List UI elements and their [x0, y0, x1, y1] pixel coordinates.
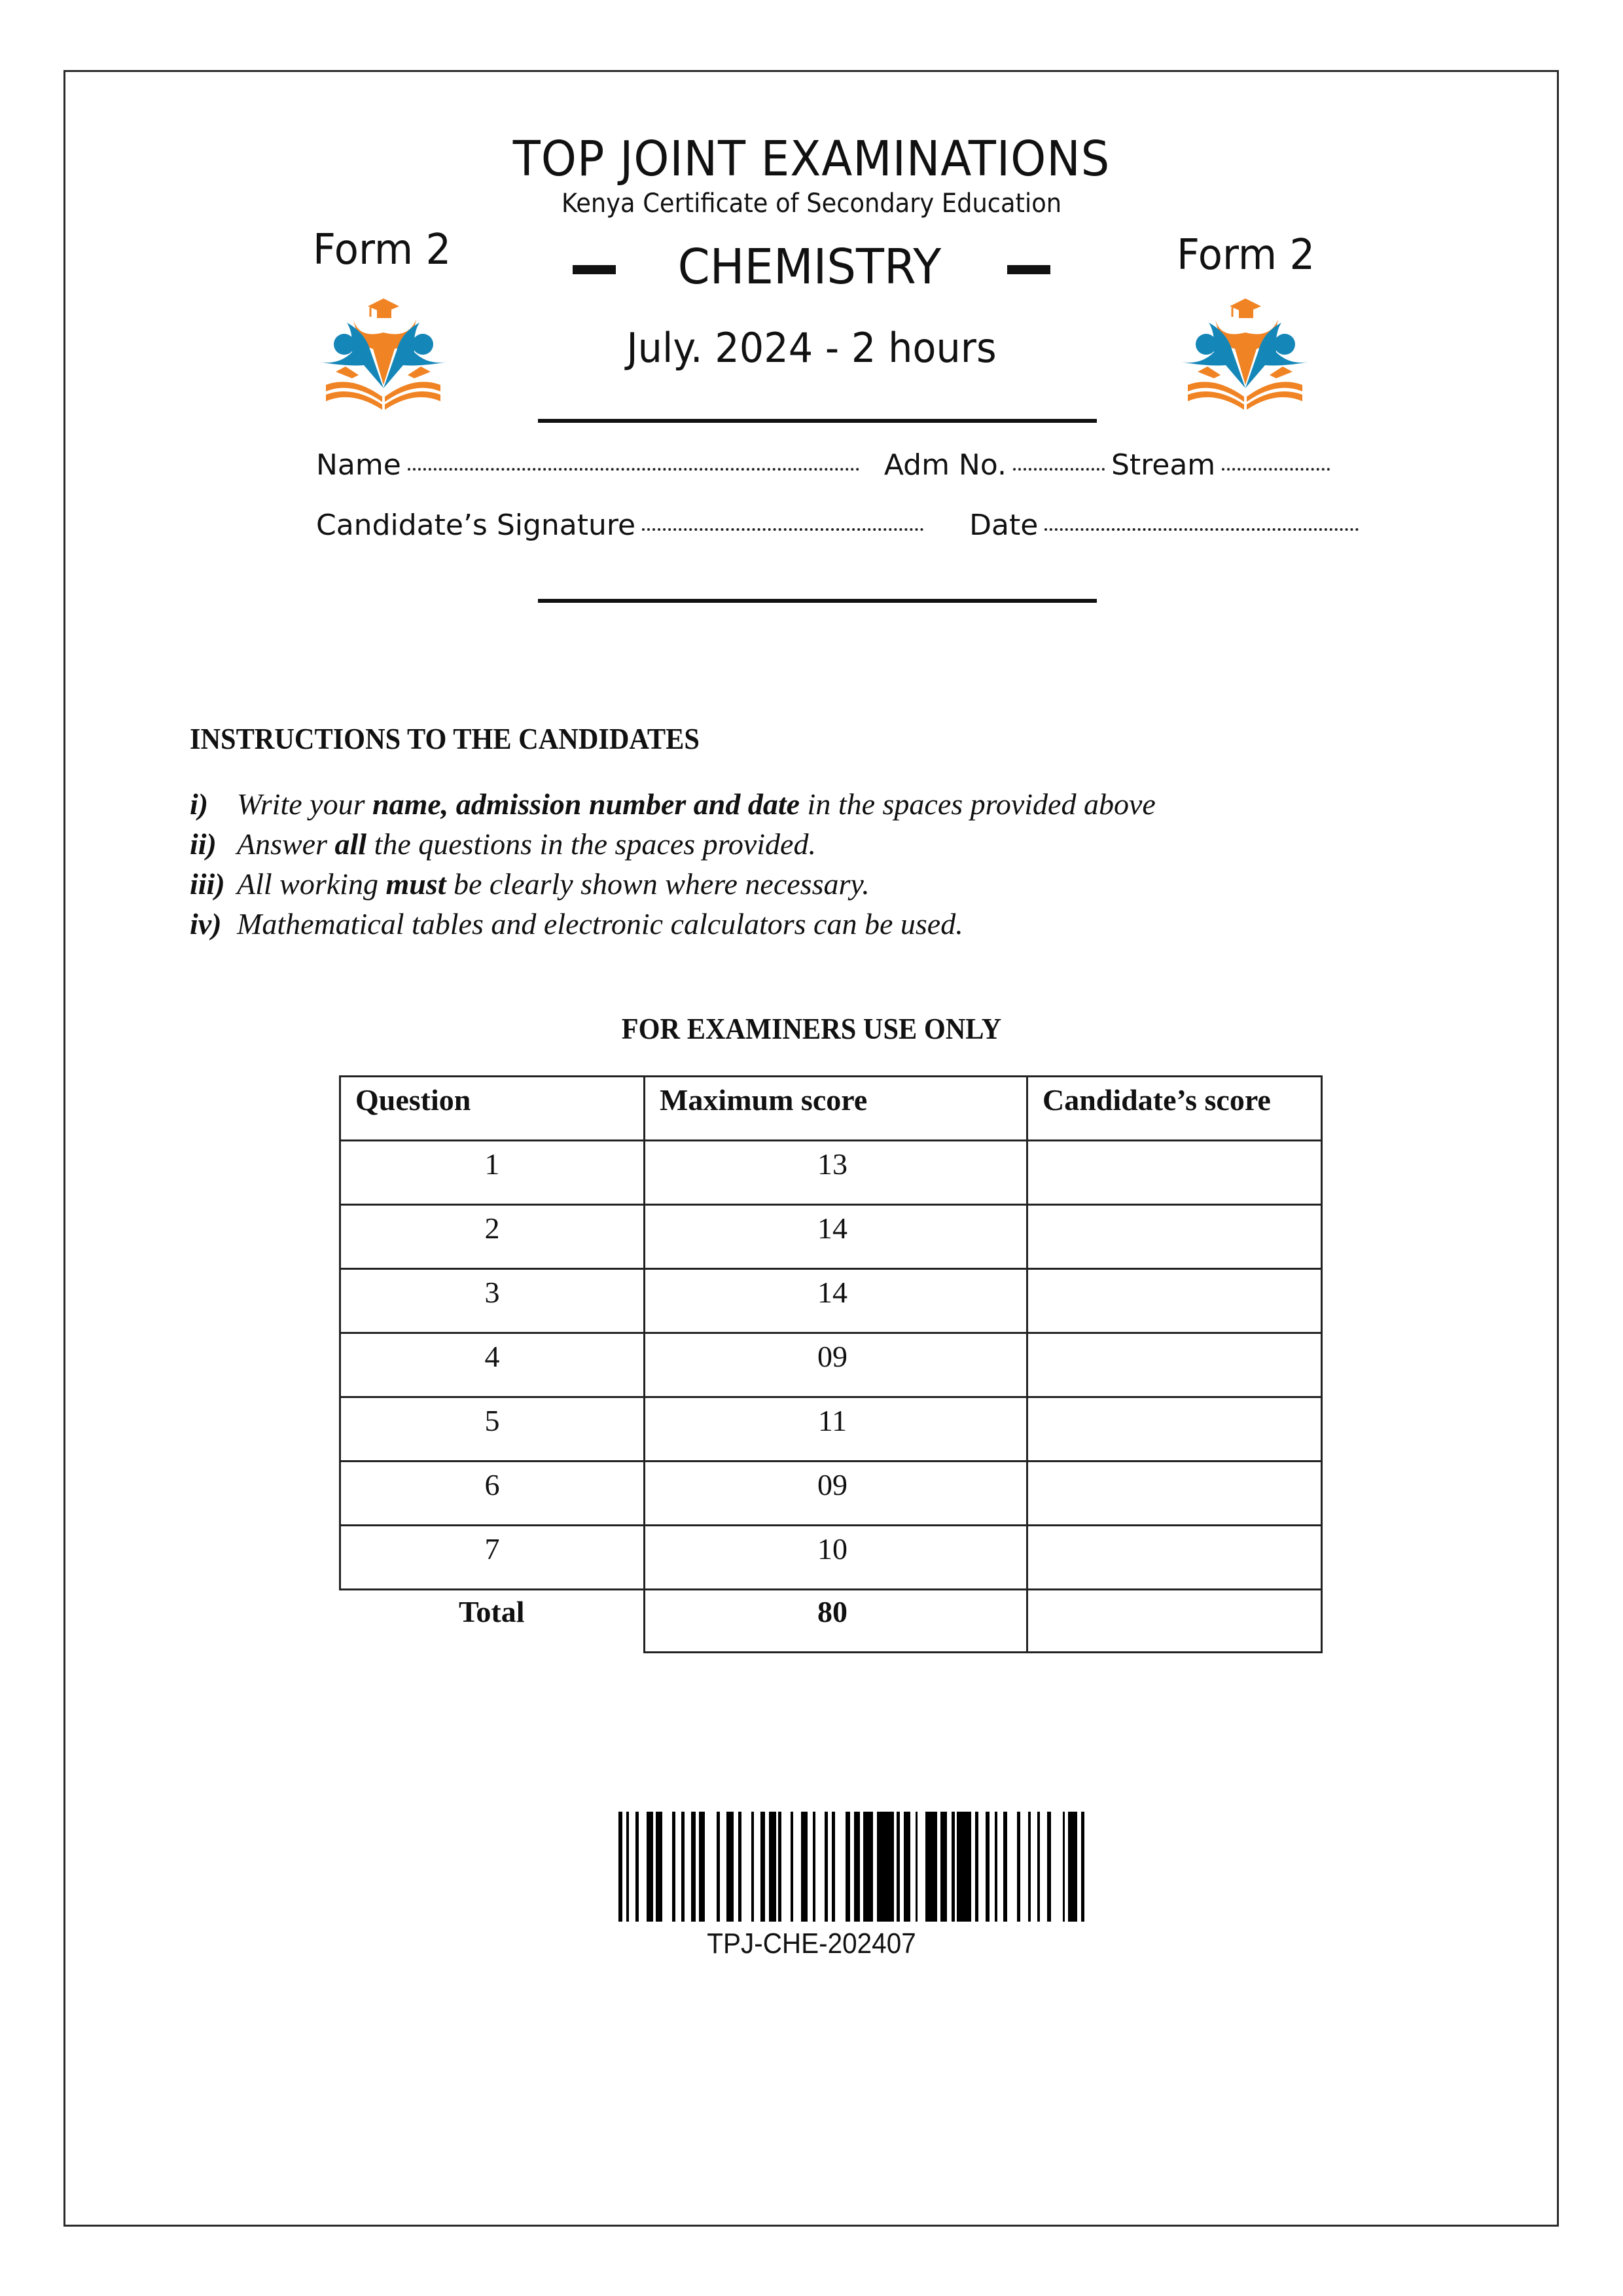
question-number: 6 — [340, 1462, 645, 1526]
max-score: 09 — [645, 1462, 1027, 1526]
form-level-left: Form 2 — [313, 226, 452, 274]
instruction-number: iii) — [190, 867, 225, 901]
exam-subtitle: Kenya Certificate of Secondary Education — [561, 188, 1062, 219]
dash-left — [573, 265, 616, 274]
candidate-score-cell[interactable] — [1027, 1205, 1322, 1269]
max-score: 11 — [645, 1397, 1027, 1462]
header-divider-top — [538, 419, 1097, 423]
instruction-number: iv) — [190, 907, 222, 941]
instructions-list — [190, 784, 1156, 944]
max-score: 13 — [645, 1141, 1027, 1205]
total-row — [340, 1590, 1322, 1653]
dash-right — [1007, 265, 1050, 274]
total-max-score: 80 — [645, 1590, 1027, 1653]
candidate-fields-row-1 — [316, 448, 1371, 482]
max-score: 14 — [645, 1205, 1027, 1269]
question-number: 2 — [340, 1205, 645, 1269]
table-row — [340, 1269, 1322, 1333]
table-row — [340, 1205, 1322, 1269]
subject-row — [0, 239, 1623, 295]
signature-label: Candidate’s Signature — [316, 509, 636, 542]
question-number: 7 — [340, 1526, 645, 1590]
instructions-heading: INSTRUCTIONS TO THE CANDIDATES — [190, 722, 700, 755]
instruction-item — [190, 904, 1156, 944]
instruction-text: be clearly shown where necessary. — [446, 867, 870, 901]
date-field[interactable] — [1044, 528, 1359, 531]
table-row — [340, 1462, 1322, 1526]
table-row — [340, 1526, 1322, 1590]
barcode-icon — [618, 1812, 1090, 1922]
candidate-score-cell[interactable] — [1027, 1141, 1322, 1205]
instruction-emphasis: name, admission number and date — [372, 787, 800, 821]
question-number: 4 — [340, 1333, 645, 1397]
candidate-fields-row-2 — [316, 509, 1371, 542]
instruction-emphasis: all — [334, 827, 367, 861]
instruction-text: Mathematical tables and electronic calculators can be used. — [237, 907, 963, 941]
instruction-item — [190, 784, 1156, 824]
table-header-row — [340, 1077, 1322, 1141]
instruction-emphasis: must — [385, 867, 446, 901]
total-label: Total — [340, 1590, 645, 1653]
barcode-code: TPJ-CHE-202407 — [707, 1928, 916, 1960]
stream-field[interactable] — [1222, 468, 1330, 471]
signature-field[interactable] — [642, 528, 923, 531]
name-label: Name — [316, 448, 401, 482]
column-header-max-score: Maximum score — [645, 1077, 1027, 1141]
date-label: Date — [969, 509, 1039, 542]
instruction-text: Write your — [237, 787, 372, 821]
table-row — [340, 1141, 1322, 1205]
instruction-item — [190, 864, 1156, 904]
column-header-question: Question — [340, 1077, 645, 1141]
name-field[interactable] — [408, 468, 859, 471]
max-score: 09 — [645, 1333, 1027, 1397]
table-row — [340, 1397, 1322, 1462]
subject-title: CHEMISTRY — [677, 239, 942, 295]
column-header-candidate-score: Candidate’s score — [1027, 1077, 1322, 1141]
instruction-number: i) — [190, 787, 209, 821]
candidate-score-cell[interactable] — [1027, 1397, 1322, 1462]
candidate-score-cell[interactable] — [1027, 1269, 1322, 1333]
candidate-score-cell[interactable] — [1027, 1526, 1322, 1590]
candidate-score-cell[interactable] — [1027, 1333, 1322, 1397]
header-divider-bottom — [538, 599, 1097, 603]
examiners-heading: FOR EXAMINERS USE ONLY — [621, 1012, 1002, 1045]
instruction-text: All working — [237, 867, 386, 901]
adm-no-label: Adm No. — [883, 448, 1007, 482]
question-number: 5 — [340, 1397, 645, 1462]
instruction-item — [190, 824, 1156, 864]
form-level-right: Form 2 — [1177, 231, 1315, 279]
instruction-number: ii) — [190, 827, 217, 861]
question-number: 3 — [340, 1269, 645, 1333]
score-table — [339, 1075, 1323, 1653]
table-row — [340, 1333, 1322, 1397]
instruction-text: Answer — [237, 827, 335, 861]
adm-no-field[interactable] — [1013, 468, 1105, 471]
instruction-text: in the spaces provided above — [800, 787, 1156, 821]
total-candidate-score-cell[interactable] — [1027, 1590, 1322, 1653]
question-number: 1 — [340, 1141, 645, 1205]
exam-title: TOP JOINT EXAMINATIONS — [512, 131, 1111, 187]
exam-date-duration: July. 2024 - 2 hours — [626, 324, 997, 372]
candidate-score-cell[interactable] — [1027, 1462, 1322, 1526]
stream-label: Stream — [1111, 448, 1216, 482]
max-score: 10 — [645, 1526, 1027, 1590]
instruction-text: the questions in the spaces provided. — [366, 827, 816, 861]
max-score: 14 — [645, 1269, 1027, 1333]
